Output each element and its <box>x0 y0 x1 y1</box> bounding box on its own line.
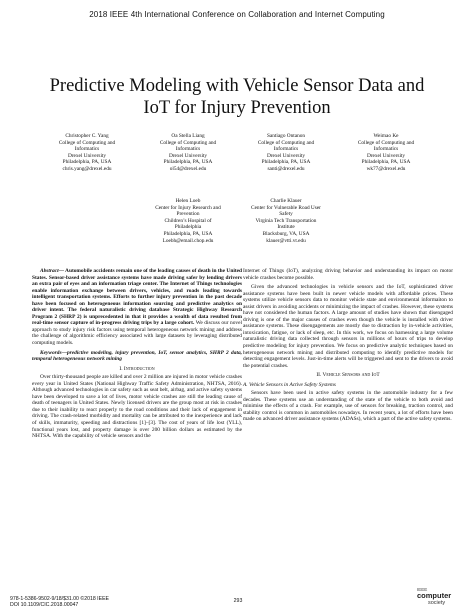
author-name: Helen Loeb <box>175 198 201 204</box>
logo-text-2: computer <box>417 591 452 600</box>
author-email[interactable]: ol54@drexel.edu <box>169 165 207 172</box>
keywords-label: Keywords— <box>40 349 67 356</box>
author-affil: Institute <box>277 224 295 231</box>
conference-header: 2018 IEEE 4th International Conference on Collaboration and Internet Computing <box>89 10 385 19</box>
author-name: Oa Stella Liang <box>171 133 205 139</box>
author-affil: Safety <box>279 211 293 218</box>
author-affil: Virginia Tech Transportation <box>255 217 317 224</box>
author-location: Blacksburg, VA, USA <box>262 230 310 237</box>
footer-left <box>10 596 109 608</box>
isbn-line: 978-1-5386-9502-9/18/$31.00 ©2018 IEEE <box>10 596 110 602</box>
abstract-normal-text: We discuss our novel approach to study injury risk factors using temporal heterogeneous network mining and address the challenge of algorithmic efficiency associated with large datasets by leveraging distributed computing models. <box>32 320 242 347</box>
author-block-3 <box>238 133 334 173</box>
author-affil: Drexel University <box>168 152 208 159</box>
author-name: Santiago Ontanon <box>266 133 306 139</box>
subsection-2a-heading: A. Vehicle Sensors in Active Safety Systems <box>243 381 336 388</box>
page-number: 293 <box>233 598 243 604</box>
author-name: Charlie Klauer <box>270 198 302 204</box>
author-affil: Center for Vulnerable Road User <box>251 204 321 211</box>
author-name: Weimao Ke <box>373 133 399 139</box>
author-name: Christopher C. Yang <box>65 133 109 139</box>
author-affil: Informatics <box>74 146 100 153</box>
logo-text-3: society <box>428 600 446 605</box>
author-location: Philadelphia, PA, USA <box>261 159 311 166</box>
author-block-5 <box>140 198 236 244</box>
author-affil: Drexel University <box>266 152 306 159</box>
author-affil: Informatics <box>175 146 201 153</box>
abstract <box>32 268 242 347</box>
author-location: Philadelphia, PA, USA <box>163 230 213 237</box>
author-affil: Drexel University <box>67 152 107 159</box>
author-email[interactable]: wk77@drexel.edu <box>366 165 406 172</box>
author-location: Philadelphia, PA, USA <box>361 159 411 166</box>
author-affil: College of Computing and <box>159 139 217 146</box>
section-2-heading: II. Vehicle Sensors and IoT <box>316 372 380 379</box>
author-block-2 <box>140 133 236 173</box>
section-1-heading: I. Introduction <box>119 365 155 372</box>
author-block-1 <box>39 133 135 173</box>
doi-line: DOI 10.1109/CIC.2018.00047 <box>10 602 79 609</box>
author-block-4 <box>338 133 434 173</box>
abstract-bold-text: Automobile accidents remain one of the leading causes of death in the United States. Sensor-based driver assistance systems have made driving safer by lending drivers an extra pair of eyes and an information triage center. The Internet of Things technologies enable information exchange between drivers, vehicles, and roads leading towards intelligent transportation systems. Efforts to further injury prevention in the past decade have been focused on heterogeneous information sourcing and predictive analytics on driver intent. The federal naturalistic driving database Strategic Highway Research Program 2 (SHRP 2) is unprecedented in that it provides a wealth of data resulted from real-time sensor capture of in-progress driving trips by a large cohort. <box>32 268 242 327</box>
keywords <box>32 350 242 363</box>
author-email[interactable]: chris.yang@drexel.edu <box>62 165 112 172</box>
keywords-text: predictive modeling, injury prevention, IoT, sensor analytics, SHRP 2 data, temporal heterogeneous network mining <box>32 349 242 363</box>
title-line-2: IoT for Injury Prevention <box>143 98 331 118</box>
author-block-6 <box>238 198 334 244</box>
abstract-label: Abstract— <box>40 268 64 274</box>
author-affil: Center for Injury Research and <box>155 204 221 211</box>
author-affil: Prevention <box>176 211 200 218</box>
author-affil: College of Computing and <box>58 139 116 146</box>
sensors-paragraph: Sensors have been used in active safety systems in the automobile industry for a few decades. These systems use an understanding of the state of the vehicle to both avoid and minimise the effects of a crash. For example, use of sensors for breaking, traction control, and stability control is common in automobiles nowadays. In recent years, a lot of efforts have been made on advanced driver assistance systems (ADASs), which a part of the active safety systems. <box>243 390 453 423</box>
author-email[interactable]: klauer@vtti.vt.edu <box>266 237 306 244</box>
intro-continued-paragraph: Internet of Things (IoT), analyzing driving behavior and understanding its impact on motor vehicle crashes become possible. <box>243 268 453 281</box>
author-affil: Drexel University <box>366 152 406 159</box>
author-affil: Informatics <box>373 146 399 153</box>
author-affil: Informatics <box>273 146 299 153</box>
right-column <box>243 268 453 424</box>
author-location: Philadelphia, PA, USA <box>62 159 112 166</box>
title-line-1: Predictive Modeling with Vehicle Sensor Data and <box>49 76 425 96</box>
author-affil: Children’s Hospital of <box>164 217 212 224</box>
paper-title <box>0 75 474 119</box>
author-location: Philadelphia, PA, USA <box>163 159 213 166</box>
author-affil: Philadelphia <box>174 224 202 231</box>
author-email[interactable]: santi@drexel.edu <box>267 165 305 172</box>
left-column <box>32 268 242 441</box>
author-email[interactable]: Loebh@email.chop.edu <box>162 237 214 244</box>
author-affil: College of Computing and <box>357 139 415 146</box>
author-affil: College of Computing and <box>257 139 315 146</box>
logo-mark-icon <box>416 585 464 605</box>
intro-paragraph-2: Given the advanced technologies in vehicle sensors and the IoT, sophisticated driver assistance systems have been built in newer vehicle models with affordable prices. These systems utilize vehicle sensors data to monitor vehicle state and environmental informaiton to assist drivers in avoiding accidents or minimizing the impact of crashes. However, these systems have not considered the human factors. A large amount of studies have shown that disengaged driving is one of the major causes of crashes even though the vehicle is installed with driver assistance systems. These disengagements are mostly due to distraction by in-vehicle activities, intoxication, fatigue, or lack of sleep, etc. In this work, we focus on harnessing a large volume naturalistic driving data collected through sensors in millions of hours of trips to develop predictive modeling for injury prevention. We focus on predictive analytic techniques based on heterogeneous network mining and distributed computing to identify predictive models for detecting engagement levels. Just-in-time alerts will be triggered and sent to the drivers to avoid the potential crashes. <box>243 284 453 369</box>
logo-text-1: IEEE <box>417 587 428 592</box>
ieee-computer-society-logo <box>416 585 464 605</box>
intro-paragraph: Over thirty-thousand people are killed and over 2 million are injured in motor vehicle crashes every year in United States (National Highway Traffic Safety Administration, NHTSA, 2016). Although advanced technologies in car safety such as seat belt, airbag, and active safety systems have been developed to save a lot of lives, motor vehicle crashes are still the leading cause of death of teenagers in United States. Newly licensed drivers are the group most at risk in crashes due to their inability to react properly to the road conditions and their lack of engagement in driving. The crash-related morbidity and mortality can be attributed to the inexperience and lack of skills, immaturity, speeding and distractions [1]–[3]. The cost of years of life lost (YLL), functional years lost, and property damage is over 200 billion dollars as estimated by the NHTSA. With the capability of vehicle sensors and the <box>32 374 242 440</box>
